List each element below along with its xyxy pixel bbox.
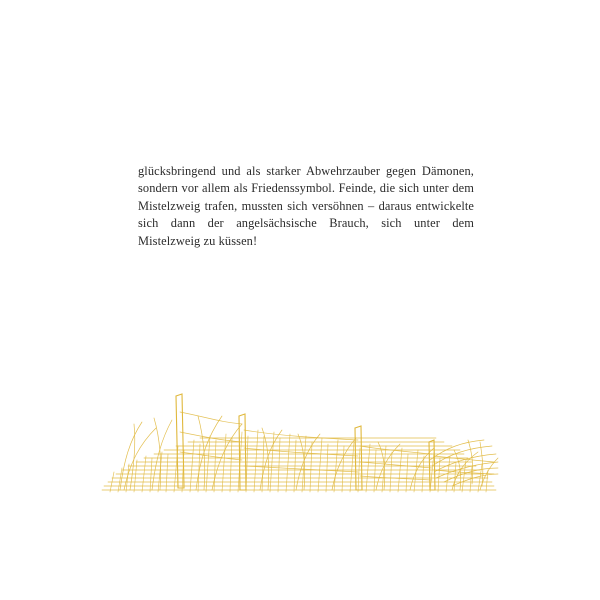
field-fence-illustration xyxy=(100,340,500,500)
body-paragraph: glücksbringend und als starker Abwehrzauber gegen Dämonen, sondern vor allem als Friedenssymbol. Feinde, die sich unter dem Mistelzweig trafen, mussten sich versöhnen – daraus entwickelte sich dann der angelsächsische Brauch, sich unter dem Mistelzweig zu küssen! xyxy=(138,164,474,248)
body-text-block xyxy=(138,163,474,250)
